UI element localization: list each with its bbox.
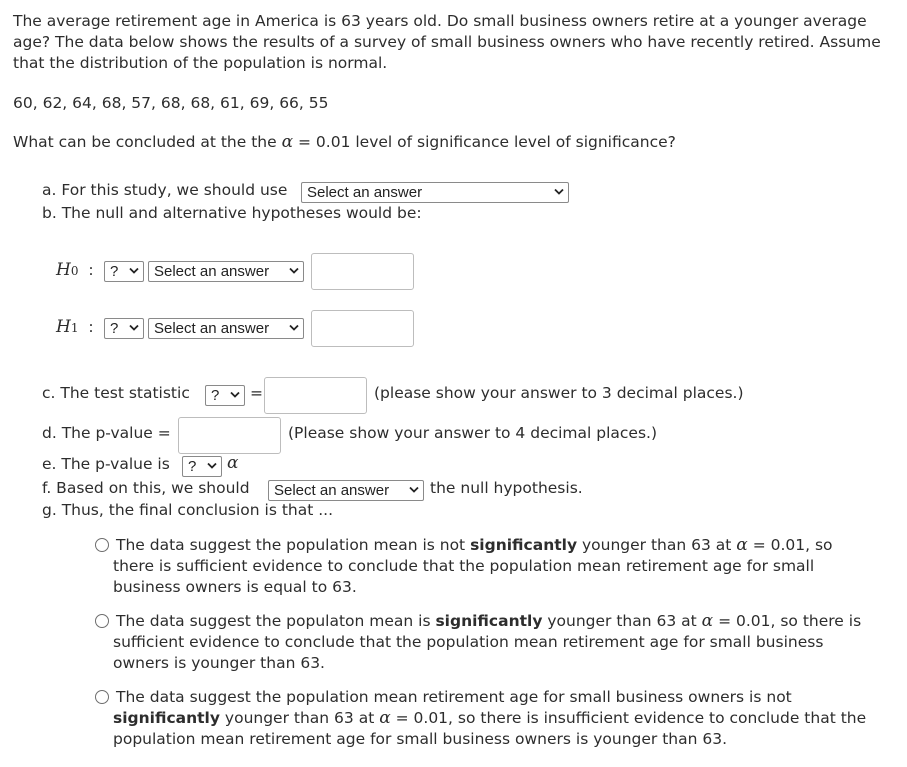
option-1-line-2: there is sufficient evidence to conclude that the population mean retirement age for small <box>113 557 815 575</box>
h1-parameter-value: Select an answer <box>154 320 270 337</box>
p-value-comparison-value: ? <box>188 458 197 475</box>
chevron-down-icon <box>289 267 299 275</box>
part-b-label: b. The null and alternative hypotheses would be: <box>42 204 422 222</box>
chevron-down-icon <box>554 188 564 196</box>
conclusion-option-3[interactable] <box>113 687 893 750</box>
option-2-bold: significantly <box>435 612 543 630</box>
option-2-line-2: sufficient evidence to conclude that the population mean retirement age for small business <box>113 633 824 651</box>
chevron-down-icon <box>207 462 217 470</box>
option-3-line-1: The data suggest the population mean retirement age for small business owners is not <box>116 688 792 706</box>
alpha-symbol: α <box>227 453 239 473</box>
h0-value-input[interactable] <box>311 253 414 290</box>
part-c-label: c. The test statistic <box>42 384 190 402</box>
part-c-hint: (please show your answer to 3 decimal places.) <box>374 384 744 402</box>
chevron-down-icon <box>129 324 139 332</box>
part-g-label: g. Thus, the final conclusion is that ... <box>42 501 334 519</box>
alpha-symbol: α <box>281 132 294 152</box>
alpha-symbol: α <box>701 611 714 631</box>
test-type-select-value: Select an answer <box>307 184 423 201</box>
option-2-line-1 <box>113 611 893 632</box>
h1-parameter-select[interactable] <box>148 318 304 339</box>
part-a-label: a. For this study, we should use <box>42 181 288 199</box>
test-statistic-select-value: ? <box>211 387 220 404</box>
conclusion-radio-2[interactable] <box>95 614 109 628</box>
chevron-down-icon <box>289 324 299 332</box>
option-1-text-c: younger than 63 at <box>577 536 737 554</box>
h0-colon: : <box>88 261 94 279</box>
equals-sign: = <box>250 384 263 402</box>
h1-operator-value: ? <box>110 320 119 337</box>
data-values: 60, 62, 64, 68, 57, 68, 68, 61, 69, 66, 55 <box>13 94 329 112</box>
part-d-label: d. The p-value = <box>42 424 171 442</box>
option-2-line-3: owners is younger than 63. <box>113 654 325 672</box>
option-1-text-a: The data suggest the population mean is not <box>116 536 471 554</box>
conclusion-radio-1[interactable] <box>95 538 109 552</box>
part-d-hint: (Please show your answer to 4 decimal places.) <box>288 424 658 442</box>
h0-parameter-value: Select an answer <box>154 263 270 280</box>
chevron-down-icon <box>409 486 419 494</box>
question-line <box>13 132 676 152</box>
h0-subscript: 0 <box>70 264 79 278</box>
option-2-text-c: younger than 63 at <box>542 612 702 630</box>
p-value-input[interactable] <box>178 417 281 454</box>
option-1-bold: significantly <box>470 536 578 554</box>
problem-intro: The average retirement age in America is 63 years old. Do small business owners retire at a younger average age? The data below shows the results of a survey of small business owners who have recently retired. Assume that the distribution of the population is normal. <box>13 12 881 72</box>
part-f-post-text: the null hypothesis. <box>430 479 583 497</box>
conclusion-radio-3[interactable] <box>95 690 109 704</box>
h1-operator-select[interactable] <box>104 318 144 339</box>
option-3-text-c: = 0.01, so there is insufficient evidence to conclude that the <box>390 709 867 727</box>
h1-colon: : <box>88 318 94 336</box>
option-3-bold: significantly <box>113 709 220 727</box>
h0-operator-value: ? <box>110 263 119 280</box>
part-e-label: e. The p-value is <box>42 455 170 473</box>
question-text-pre: What can be concluded at the the <box>13 133 277 151</box>
option-1-line-3: business owners is equal to 63. <box>113 578 357 596</box>
h1-subscript: 1 <box>70 321 79 335</box>
h1-letter: H <box>56 317 71 337</box>
option-1-line-1 <box>113 535 893 556</box>
option-3-line-2 <box>113 708 893 729</box>
h0-parameter-select[interactable] <box>148 261 304 282</box>
conclusion-option-1[interactable] <box>113 535 893 598</box>
decision-select[interactable] <box>268 480 424 501</box>
decision-select-value: Select an answer <box>274 482 390 499</box>
conclusion-option-2[interactable] <box>113 611 893 674</box>
option-3-text-b: younger than 63 at <box>219 709 380 727</box>
chevron-down-icon <box>230 391 240 399</box>
option-1-text-d: = 0.01, so <box>747 536 833 554</box>
h0-symbol <box>56 260 94 280</box>
alpha-symbol: α <box>736 535 748 555</box>
option-2-text-d: = 0.01, so there is <box>713 612 862 630</box>
h0-operator-select[interactable] <box>104 261 144 282</box>
h1-symbol <box>56 317 94 337</box>
option-2-text-a: The data suggest the populaton mean is <box>116 612 436 630</box>
test-statistic-select[interactable] <box>205 385 245 406</box>
chevron-down-icon <box>129 267 139 275</box>
question-text-post: = 0.01 level of significance level of significance? <box>298 133 676 151</box>
h0-letter: H <box>56 260 71 280</box>
part-f-label: f. Based on this, we should <box>42 479 250 497</box>
test-type-select[interactable] <box>301 182 569 203</box>
test-statistic-input[interactable] <box>264 377 367 414</box>
h1-value-input[interactable] <box>311 310 414 347</box>
option-3-line-3: population mean retirement age for small business owners is younger than 63. <box>113 730 727 748</box>
alpha-symbol: α <box>379 708 391 728</box>
p-value-comparison-select[interactable] <box>182 456 222 477</box>
